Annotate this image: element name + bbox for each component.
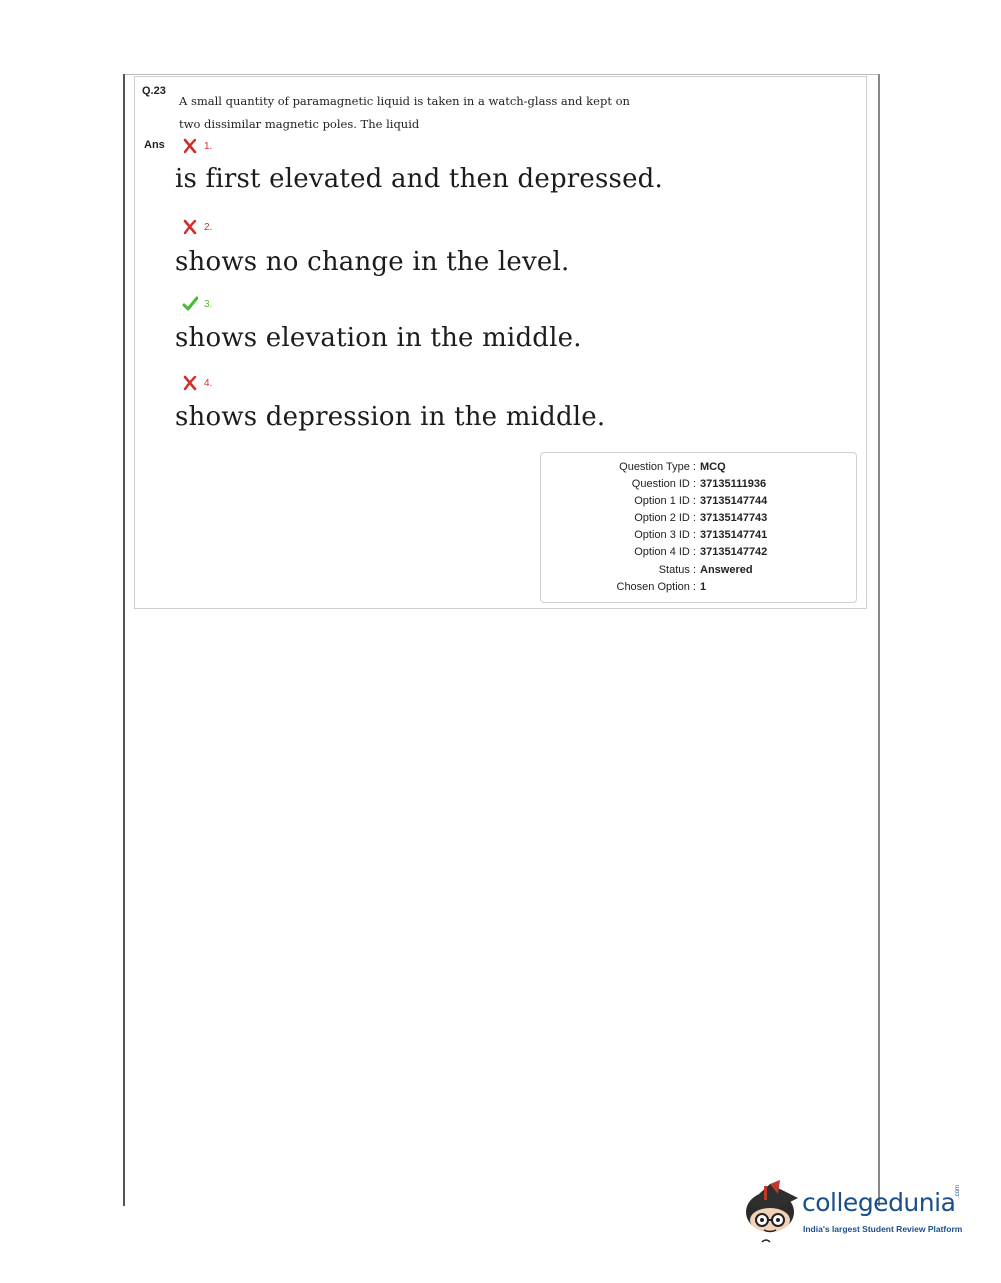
option-1-text: is first elevated and then depressed. (175, 164, 663, 194)
option-3-number: 3. (204, 298, 213, 310)
option-4-number: 4. (204, 377, 213, 389)
brand-name: collegedunia (802, 1188, 956, 1217)
option-3-marker (182, 296, 212, 312)
page-border-top (123, 74, 880, 75)
cross-icon (182, 375, 198, 391)
brand-tagline: India's largest Student Review Platform (803, 1224, 963, 1234)
meta-option-3-id: Option 3 ID : 37135147741 (634, 529, 768, 541)
option-2-number: 2. (204, 221, 213, 233)
question-number: Q.23 (142, 85, 166, 97)
cross-icon (182, 219, 198, 235)
option-1-marker (182, 138, 212, 154)
meta-question-type: Question Type : MCQ (619, 461, 726, 473)
meta-question-id: Question ID : 37135111936 (631, 478, 767, 490)
meta-status: Status : Answered (658, 564, 753, 576)
option-2-marker (182, 219, 212, 235)
option-4-marker (182, 375, 212, 391)
answer-label: Ans (144, 139, 165, 151)
page-border-left (123, 74, 125, 1206)
option-3-text: shows elevation in the middle. (175, 323, 582, 353)
cross-icon (182, 138, 198, 154)
meta-option-2-id: Option 2 ID : 37135147743 (634, 512, 768, 524)
option-1-number: 1. (204, 140, 213, 152)
meta-option-4-id: Option 4 ID : 37135147742 (634, 546, 768, 558)
option-4-text: shows depression in the middle. (175, 402, 606, 432)
question-text: A small quantity of paramagnetic liquid is taken in a watch-glass and kept on two dissimilar magnetic poles. The liquid (179, 94, 630, 131)
brand-suffix: .com (955, 1184, 961, 1198)
page-border-right (878, 74, 880, 1206)
meta-chosen-option: Chosen Option : 1 (616, 581, 707, 593)
option-2-text: shows no change in the level. (175, 247, 570, 277)
meta-option-1-id: Option 1 ID : 37135147744 (634, 495, 768, 507)
check-icon (182, 296, 198, 312)
